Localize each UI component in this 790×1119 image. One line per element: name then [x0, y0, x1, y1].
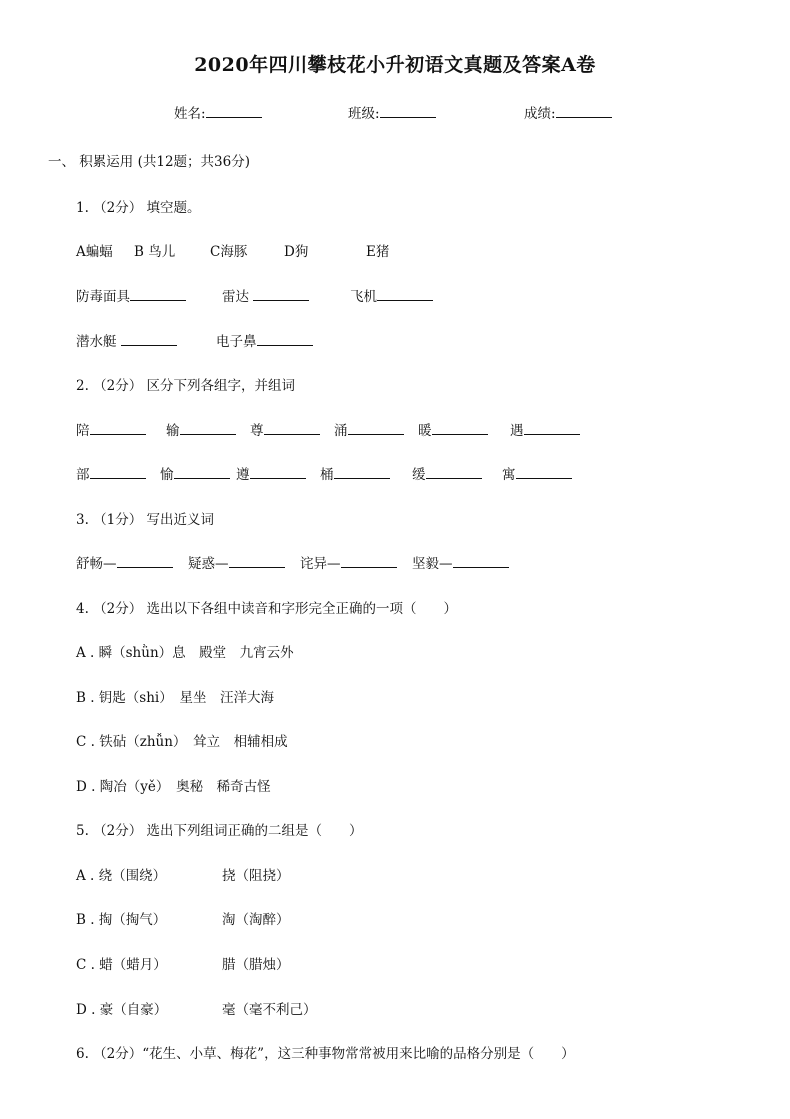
blank-item: 遇	[510, 419, 580, 439]
q1-option: E猪	[366, 244, 390, 260]
blank-item: 陪	[76, 419, 146, 439]
blank-item: 电子鼻	[216, 330, 313, 350]
name-label: 姓名:	[174, 106, 206, 122]
blank-item: 潜水艇	[76, 330, 177, 350]
question-4-option-a: A . 瞬（shǜn）息 殿堂 九宵云外	[76, 645, 294, 661]
blank-item: 涌	[334, 419, 404, 439]
blank-item: 飞机	[350, 285, 433, 305]
blank-item: 雷达	[222, 285, 309, 305]
blank-item: 疑惑—	[188, 552, 285, 572]
question-4-option-c: C . 铁砧（zhǚn） 耸立 相辅相成	[76, 734, 288, 750]
class-blank	[380, 103, 436, 118]
class-field	[348, 102, 436, 122]
blank-item: 诧异—	[300, 552, 397, 572]
blank-item: 桶	[320, 463, 390, 483]
class-label: 班级:	[348, 106, 380, 122]
question-4-stem: 4. （2分） 选出以下各组中读音和字形完全正确的一项（ ）	[76, 601, 458, 617]
question-3-stem: 3. （1分） 写出近义词	[76, 512, 215, 528]
question-6-stem: 6. （2分）“花生、小草、梅花”，这三种事物常常被用来比喻的品格分别是（ ）	[76, 1046, 575, 1062]
blank-item: 舒畅—	[76, 552, 173, 572]
question-4-option-d: D . 陶冶（yě） 奥秘 稀奇古怪	[76, 779, 271, 795]
blank-item: 缓	[412, 463, 482, 483]
score-field	[524, 102, 612, 122]
name-blank	[206, 103, 262, 118]
question-1-stem: 1. （2分） 填空题。	[76, 200, 201, 216]
blank-item: 愉	[160, 463, 230, 483]
section-heading: 一、 积累运用 (共12题；共36分)	[48, 154, 250, 170]
q1-option: A蝙蝠	[76, 244, 113, 260]
name-field	[174, 102, 262, 122]
blank-item: 坚毅—	[412, 552, 509, 572]
q1-option: B 鸟儿	[134, 244, 176, 260]
page-title: 2020年四川攀枝花小升初语文真题及答案A卷	[194, 54, 596, 76]
blank-item: 寓	[502, 463, 572, 483]
blank-item: 暖	[418, 419, 488, 439]
score-blank	[556, 103, 612, 118]
q1-option: D狗	[284, 244, 309, 260]
blank-item: 部	[76, 463, 146, 483]
blank-item: 输	[166, 419, 236, 439]
question-5-stem: 5. （2分） 选出下列组词正确的二组是（ ）	[76, 823, 363, 839]
question-2-stem: 2. （2分） 区分下列各组字，并组词	[76, 378, 296, 394]
blank-item: 尊	[250, 419, 320, 439]
q1-option: C海豚	[210, 244, 248, 260]
score-label: 成绩:	[524, 106, 556, 122]
blank-item: 防毒面具	[76, 285, 186, 305]
question-4-option-b: B . 钥匙（shi） 星坐 汪洋大海	[76, 690, 274, 706]
blank-item: 遵	[236, 463, 306, 483]
